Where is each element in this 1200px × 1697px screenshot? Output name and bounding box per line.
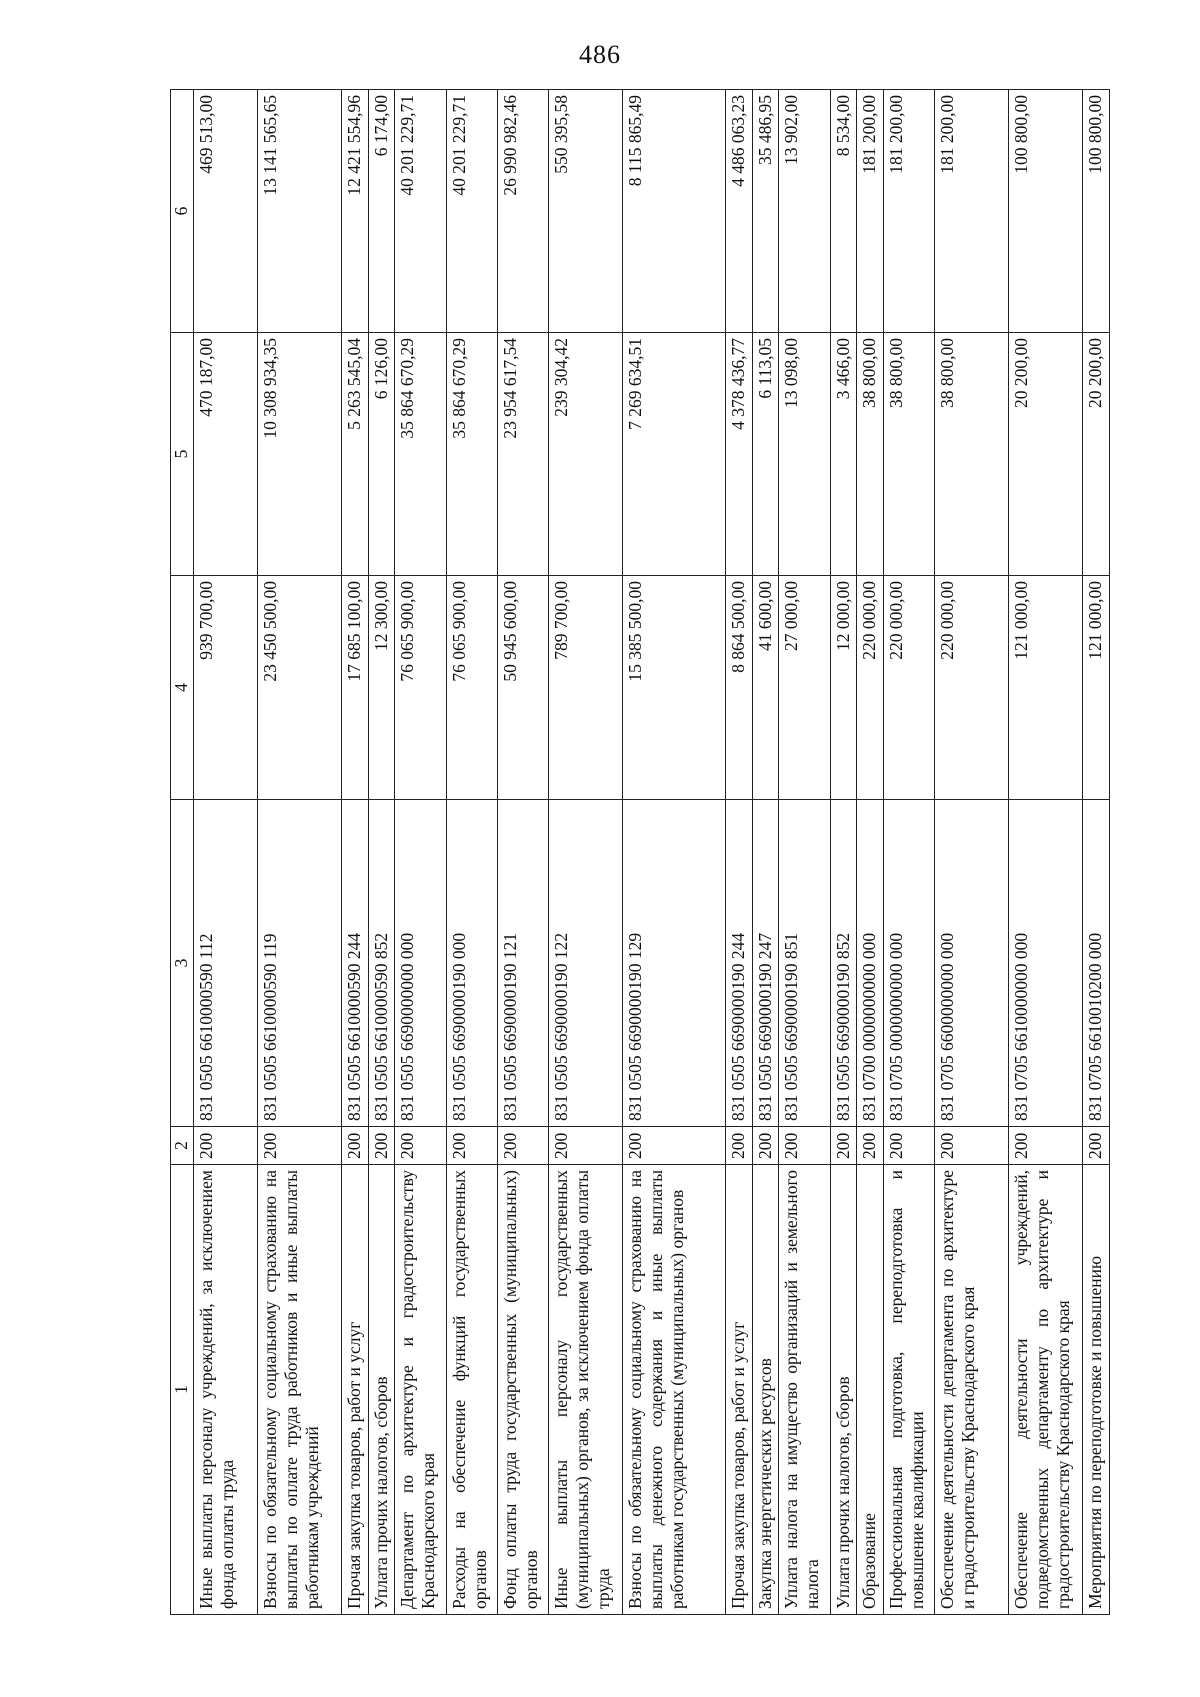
row-executed-cell: 20 200,00 (1009, 333, 1083, 576)
row-name-cell: Обеспечение деятельности учреждений, подведомственных департаменту по архитектуре и градостроительству Краснодарского края (1009, 1165, 1083, 1615)
table-row (857, 90, 884, 1615)
row-name-cell: Профессиональная подготовка, переподготовка и повышение квалификации (883, 1165, 934, 1615)
table-row (446, 90, 497, 1615)
header-col-1: 1 (171, 1165, 194, 1615)
row-remaining-cell: 6 174,00 (368, 90, 395, 333)
row-code-cell: 200 (725, 1127, 752, 1165)
header-col-5: 5 (171, 333, 194, 576)
row-approved-cell: 76 065 900,00 (395, 576, 446, 800)
row-remaining-cell: 13 902,00 (779, 90, 830, 333)
table-row (779, 90, 830, 1615)
row-classification-cell: 831 0505 6690000190 122 (549, 800, 623, 1127)
row-classification-cell: 831 0505 6690000190 121 (497, 800, 548, 1127)
row-remaining-cell: 13 141 565,65 (257, 90, 341, 333)
page-number: 486 (579, 40, 621, 69)
row-approved-cell: 220 000,00 (883, 576, 934, 800)
row-code-cell: 200 (368, 1127, 395, 1165)
header-col-4: 4 (171, 576, 194, 800)
row-classification-cell: 831 0505 6610000590 852 (368, 800, 395, 1127)
row-name-cell: Уплата прочих налогов, сборов (830, 1165, 857, 1615)
row-code-cell: 200 (883, 1127, 934, 1165)
table-row (194, 90, 258, 1615)
row-classification-cell: 831 0505 6690000190 247 (752, 800, 779, 1127)
row-remaining-cell: 550 395,58 (549, 90, 623, 333)
row-name-cell: Взносы по обязательному социальному страхованию на выплаты по оплате труда работников и иные выплаты работникам учреждений (257, 1165, 341, 1615)
row-name-cell: Иные выплаты персоналу учреждений, за исключением фонда оплаты труда (194, 1165, 258, 1615)
row-approved-cell: 789 700,00 (549, 576, 623, 800)
budget-table (170, 89, 1110, 1615)
table-row (395, 90, 446, 1615)
row-code-cell: 200 (194, 1127, 258, 1165)
row-name-cell: Уплата налога на имущество организаций и земельного налога (779, 1165, 830, 1615)
row-classification-cell: 831 0505 6610000590 112 (194, 800, 258, 1127)
row-name-cell: Прочая закупка товаров, работ и услуг (725, 1165, 752, 1615)
row-name-cell: Образование (857, 1165, 884, 1615)
row-classification-cell: 831 0505 6610000590 244 (341, 800, 368, 1127)
row-name-cell: Фонд оплаты труда государственных (муниципальных) органов (497, 1165, 548, 1615)
row-classification-cell: 831 0700 0000000000 000 (857, 800, 884, 1127)
row-approved-cell: 939 700,00 (194, 576, 258, 800)
table-row (883, 90, 934, 1615)
row-approved-cell: 17 685 100,00 (341, 576, 368, 800)
row-name-cell: Уплата прочих налогов, сборов (368, 1165, 395, 1615)
row-name-cell: Мероприятия по переподготовке и повышению (1083, 1165, 1110, 1615)
header-col-2: 2 (171, 1127, 194, 1165)
row-classification-cell: 831 0505 6610000590 119 (257, 800, 341, 1127)
row-executed-cell: 10 308 934,35 (257, 333, 341, 576)
row-approved-cell: 12 000,00 (830, 576, 857, 800)
row-executed-cell: 239 304,42 (549, 333, 623, 576)
row-remaining-cell: 100 800,00 (1083, 90, 1110, 333)
row-code-cell: 200 (497, 1127, 548, 1165)
row-remaining-cell: 40 201 229,71 (446, 90, 497, 333)
row-remaining-cell: 8 534,00 (830, 90, 857, 333)
row-executed-cell: 38 800,00 (857, 333, 884, 576)
row-approved-cell: 27 000,00 (779, 576, 830, 800)
row-code-cell: 200 (549, 1127, 623, 1165)
table-body (194, 90, 1110, 1615)
table-row (752, 90, 779, 1615)
row-remaining-cell: 40 201 229,71 (395, 90, 446, 333)
row-executed-cell: 7 269 634,51 (623, 333, 726, 576)
rotated-table-container (170, 90, 1110, 1615)
row-code-cell: 200 (779, 1127, 830, 1165)
row-remaining-cell: 4 486 063,23 (725, 90, 752, 333)
row-approved-cell: 220 000,00 (857, 576, 884, 800)
row-code-cell: 200 (1083, 1127, 1110, 1165)
row-executed-cell: 470 187,00 (194, 333, 258, 576)
row-code-cell: 200 (1009, 1127, 1083, 1165)
table-row (1083, 90, 1110, 1615)
row-name-cell: Иные выплаты персоналу государственных (муниципальных) органов, за исключением фонда оплаты труда (549, 1165, 623, 1615)
row-approved-cell: 121 000,00 (1009, 576, 1083, 800)
table-row (341, 90, 368, 1615)
row-classification-cell: 831 0505 6690000190 129 (623, 800, 726, 1127)
row-remaining-cell: 181 200,00 (883, 90, 934, 333)
row-code-cell: 200 (857, 1127, 884, 1165)
row-approved-cell: 8 864 500,00 (725, 576, 752, 800)
table-row (368, 90, 395, 1615)
header-col-3: 3 (171, 800, 194, 1127)
row-classification-cell: 831 0505 6690000190 000 (446, 800, 497, 1127)
row-code-cell: 200 (395, 1127, 446, 1165)
row-classification-cell: 831 0505 6690000190 852 (830, 800, 857, 1127)
row-classification-cell: 831 0505 6690000190 244 (725, 800, 752, 1127)
row-executed-cell: 4 378 436,77 (725, 333, 752, 576)
row-approved-cell: 220 000,00 (935, 576, 1009, 800)
table-row (830, 90, 857, 1615)
row-remaining-cell: 181 200,00 (935, 90, 1009, 333)
row-executed-cell: 6 126,00 (368, 333, 395, 576)
row-executed-cell: 23 954 617,54 (497, 333, 548, 576)
row-remaining-cell: 469 513,00 (194, 90, 258, 333)
table-row (935, 90, 1009, 1615)
row-approved-cell: 12 300,00 (368, 576, 395, 800)
row-code-cell: 200 (623, 1127, 726, 1165)
row-approved-cell: 41 600,00 (752, 576, 779, 800)
row-executed-cell: 3 466,00 (830, 333, 857, 576)
row-classification-cell: 831 0505 6690000000 000 (395, 800, 446, 1127)
row-approved-cell: 76 065 900,00 (446, 576, 497, 800)
row-executed-cell: 38 800,00 (935, 333, 1009, 576)
row-remaining-cell: 26 990 982,46 (497, 90, 548, 333)
row-classification-cell: 831 0505 6690000190 851 (779, 800, 830, 1127)
row-remaining-cell: 181 200,00 (857, 90, 884, 333)
row-name-cell: Прочая закупка товаров, работ и услуг (341, 1165, 368, 1615)
row-classification-cell: 831 0705 6610000000 000 (1009, 800, 1083, 1127)
row-executed-cell: 6 113,05 (752, 333, 779, 576)
table-row (1009, 90, 1083, 1615)
table-row (623, 90, 726, 1615)
row-code-cell: 200 (257, 1127, 341, 1165)
row-code-cell: 200 (446, 1127, 497, 1165)
row-executed-cell: 20 200,00 (1083, 333, 1110, 576)
row-executed-cell: 35 864 670,29 (446, 333, 497, 576)
row-executed-cell: 38 800,00 (883, 333, 934, 576)
table-header-row (171, 90, 194, 1615)
row-code-cell: 200 (830, 1127, 857, 1165)
table-row (549, 90, 623, 1615)
row-code-cell: 200 (935, 1127, 1009, 1165)
row-remaining-cell: 12 421 554,96 (341, 90, 368, 333)
table-row (725, 90, 752, 1615)
row-executed-cell: 35 864 670,29 (395, 333, 446, 576)
row-classification-cell: 831 0705 6610010200 000 (1083, 800, 1110, 1127)
row-remaining-cell: 100 800,00 (1009, 90, 1083, 333)
row-classification-cell: 831 0705 6600000000 000 (935, 800, 1009, 1127)
row-classification-cell: 831 0705 0000000000 000 (883, 800, 934, 1127)
row-name-cell: Расходы на обеспечение функций государственных органов (446, 1165, 497, 1615)
row-approved-cell: 15 385 500,00 (623, 576, 726, 800)
row-approved-cell: 121 000,00 (1083, 576, 1110, 800)
row-remaining-cell: 35 486,95 (752, 90, 779, 333)
row-executed-cell: 5 263 545,04 (341, 333, 368, 576)
row-name-cell: Закупка энергетических ресурсов (752, 1165, 779, 1615)
row-executed-cell: 13 098,00 (779, 333, 830, 576)
table-row (257, 90, 341, 1615)
row-approved-cell: 50 945 600,00 (497, 576, 548, 800)
table-row (497, 90, 548, 1615)
row-approved-cell: 23 450 500,00 (257, 576, 341, 800)
row-code-cell: 200 (752, 1127, 779, 1165)
row-name-cell: Взносы по обязательному социальному страхованию на выплаты денежного содержания и иные выплаты работникам государственных (муниципальных) органов (623, 1165, 726, 1615)
header-col-6: 6 (171, 90, 194, 333)
row-code-cell: 200 (341, 1127, 368, 1165)
row-name-cell: Обеспечение деятельности департамента по архитектуре и градостроительству Краснодарского края (935, 1165, 1009, 1615)
row-remaining-cell: 8 115 865,49 (623, 90, 726, 333)
row-name-cell: Департамент по архитектуре и градостроительству Краснодарского края (395, 1165, 446, 1615)
